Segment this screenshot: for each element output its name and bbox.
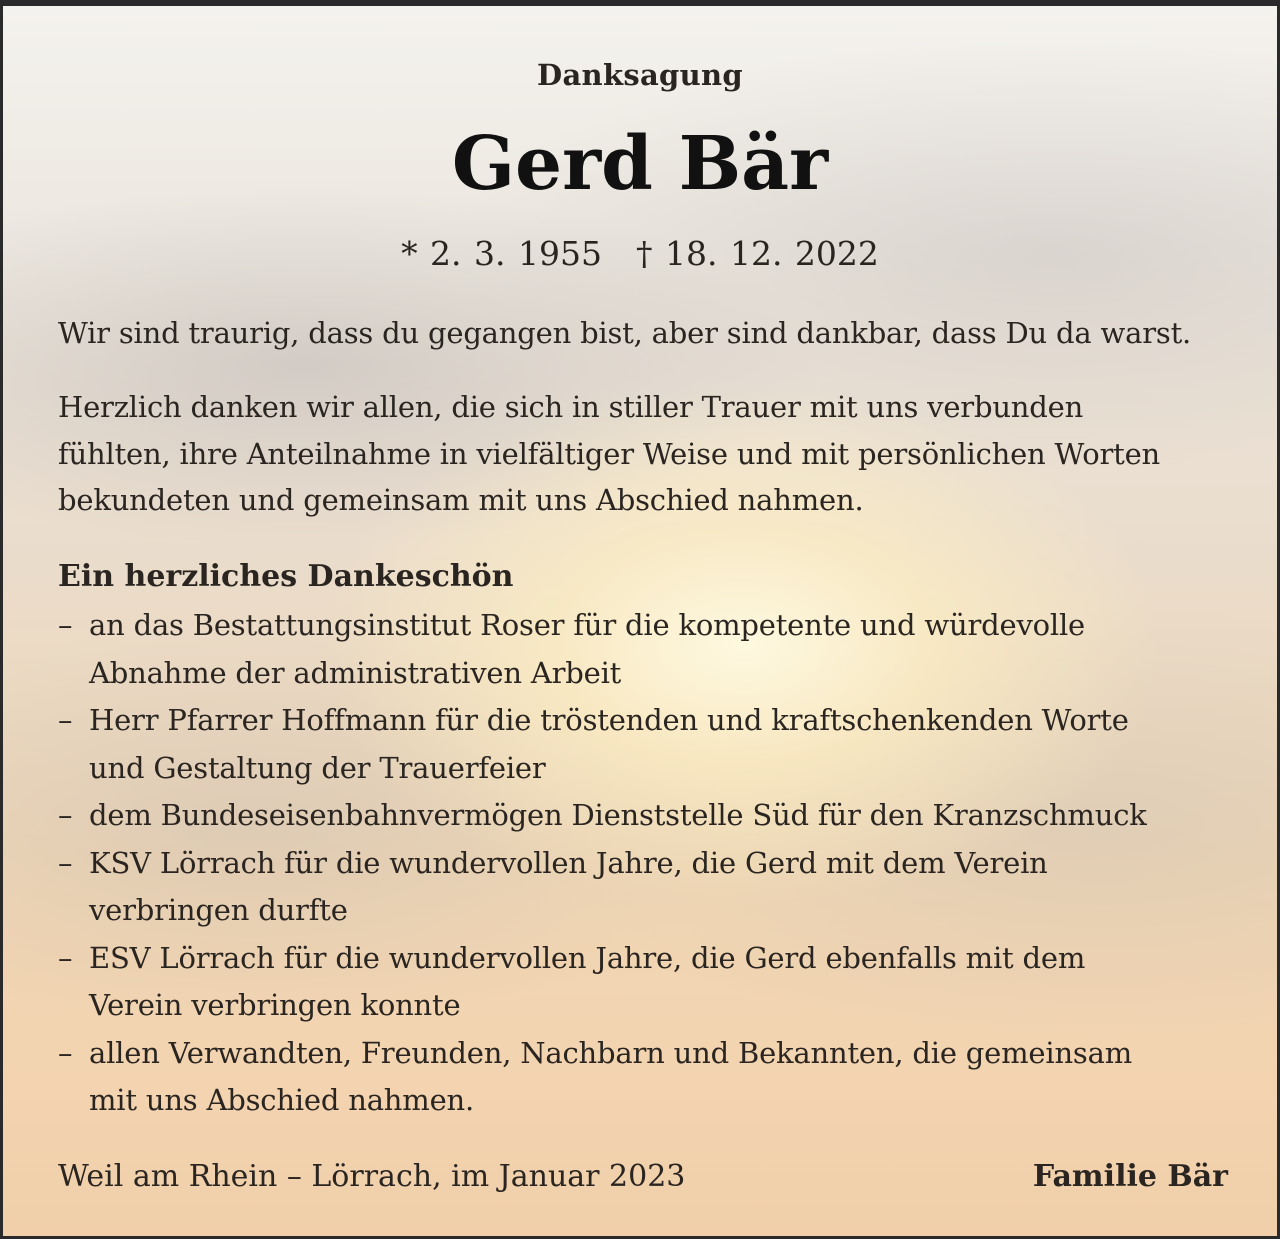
notice-heading: Danksagung <box>537 58 743 92</box>
list-item <box>58 697 1228 792</box>
dash-bullet: – <box>58 940 73 975</box>
dash-bullet: – <box>58 845 73 880</box>
dash-bullet: – <box>58 798 73 832</box>
thanks-line: Herzlich danken wir allen, die sich in stiller Trauer mit uns verbunden <box>58 390 1084 424</box>
list-item <box>58 935 1228 1030</box>
list-item-line: Abnahme der administrativen Arbeit <box>89 655 622 690</box>
list-item-line: Verein verbringen konnte <box>89 988 461 1022</box>
deceased-name: Gerd Bär <box>451 121 829 207</box>
life-dates <box>3 234 1277 273</box>
list-item <box>58 1030 1228 1125</box>
thanks-line: fühlten, ihre Anteilnahme in vielfältiger Weise und mit persönlichen Worten <box>58 436 1161 471</box>
list-item <box>58 602 1228 697</box>
list-item-line: allen Verwandten, Freunden, Nachbarn und Bekannten, die gemeinsam <box>89 1035 1133 1070</box>
thanks-line: bekundeten und gemeinsam mit uns Abschied nahmen. <box>58 483 864 517</box>
list-item-line: ESV Lörrach für die wundervollen Jahre, die Gerd ebenfalls mit dem <box>89 940 1086 975</box>
list-item-line: an das Bestattungsinstitut Roser für die kompetente und würdevolle <box>89 608 1086 642</box>
birth-date: * 2. 3. 1955 <box>401 234 602 273</box>
signature: Familie Bär <box>1032 1159 1228 1194</box>
dash-bullet: – <box>58 703 73 737</box>
list-item-line: KSV Lörrach für die wundervollen Jahre, die Gerd mit dem Verein <box>89 845 1048 880</box>
list-item-line: und Gestaltung der Trauerfeier <box>89 750 546 785</box>
thanks-paragraph <box>58 384 1218 524</box>
place-date: Weil am Rhein – Lörrach, im Januar 2023 <box>58 1159 686 1194</box>
list-item <box>58 792 1228 840</box>
list-item-line: dem Bundeseisenbahnvermögen Dienststelle Süd für den Kranzschmuck <box>89 798 1147 832</box>
footer <box>58 1154 1228 1200</box>
list-item-line: Herr Pfarrer Hoffmann für die tröstenden und kraftschenkenden Worte <box>89 703 1129 737</box>
list-item-line: verbringen durfte <box>89 893 348 927</box>
list-title: Ein herzliches Dankeschön <box>58 559 514 594</box>
death-date: † 18. 12. 2022 <box>636 234 879 273</box>
dash-bullet: – <box>58 608 73 642</box>
list-item <box>58 840 1228 935</box>
dash-bullet: – <box>58 1035 73 1070</box>
thanks-list <box>58 602 1228 1125</box>
intro-text: Wir sind traurig, dass du gegangen bist, aber sind dankbar, dass Du da warst. <box>58 316 1192 350</box>
list-item-line: mit uns Abschied nahmen. <box>89 1083 475 1117</box>
